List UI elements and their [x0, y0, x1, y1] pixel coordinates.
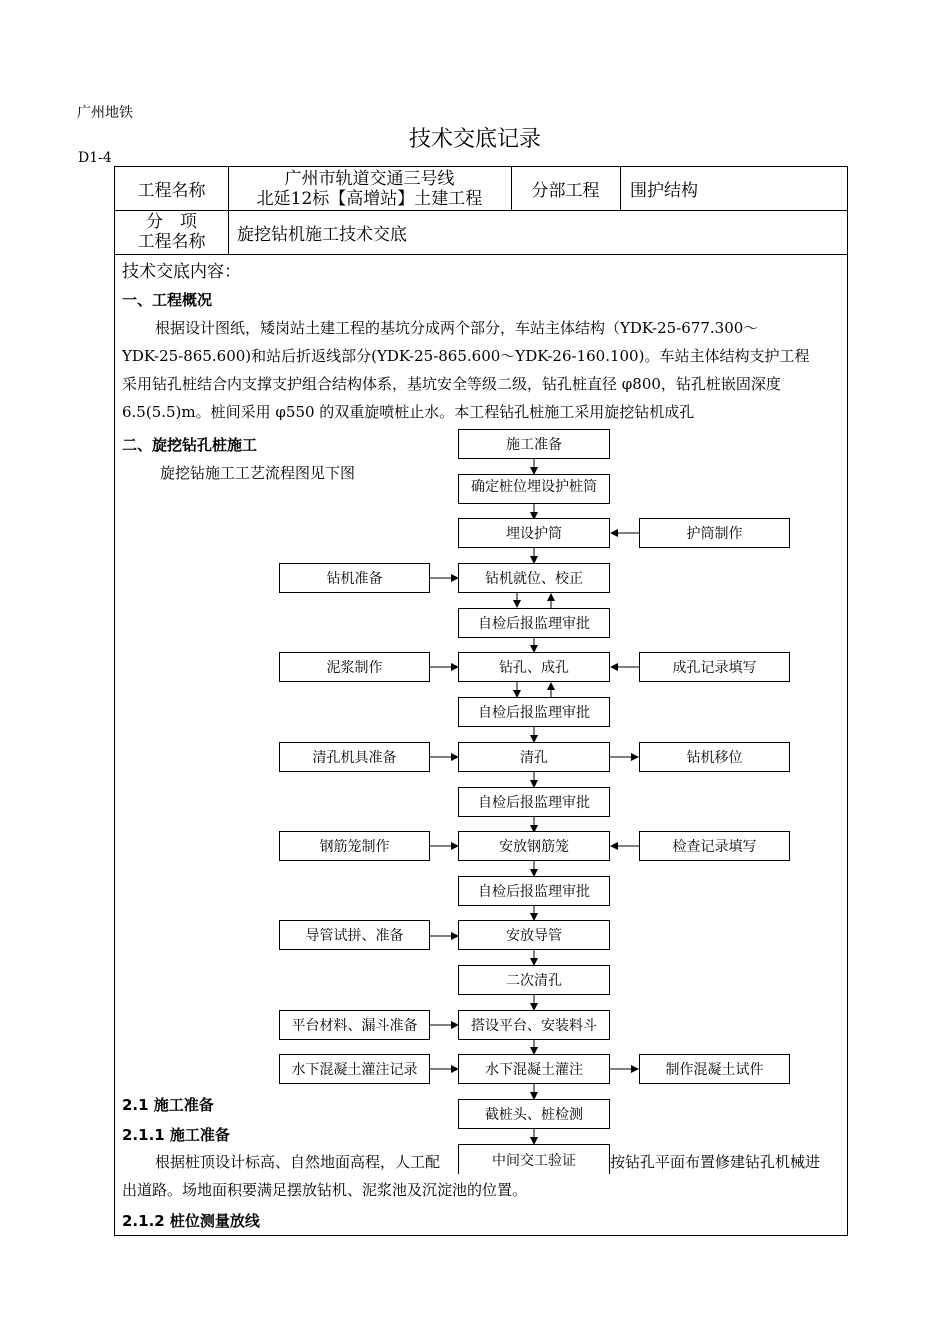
- flow-left-clean-tools: 清孔机具准备: [279, 742, 430, 772]
- flow-step-platform-hopper: 搭设平台、安装料斗: [458, 1010, 610, 1040]
- flow-right-check-record: 检查记录填写: [639, 831, 790, 861]
- flow-left-rig-prep: 钻机准备: [279, 563, 430, 593]
- flow-step-drilling: 钻孔、成孔: [458, 652, 610, 682]
- subitem-label: [115, 210, 228, 254]
- flow-step-place-tremie: 安放导管: [458, 920, 610, 950]
- flow-step-rig-position: 钻机就位、校正: [458, 563, 610, 593]
- overview-line-3: 采用钻孔桩结合内支撑支护组合结构体系，基坑安全等级二级，钻孔桩直径 φ800，钻孔桩嵌固深度: [122, 375, 781, 393]
- flow-step-underwater-pour: 水下混凝土灌注: [458, 1054, 610, 1084]
- flow-right-rig-move: 钻机移位: [639, 742, 790, 772]
- division-value: 围护结构: [630, 181, 698, 201]
- form-code: D1-4: [78, 150, 112, 166]
- flow-step-bury-casing: 埋设护筒: [458, 518, 610, 548]
- section-1-title: 一、工程概况: [122, 291, 213, 309]
- flow-step-inspection: 自检后报监理审批: [458, 697, 610, 727]
- flow-step-place-cage: 安放钢筋笼: [458, 831, 610, 861]
- flow-left-tremie-prep: 导管试拼、准备: [279, 920, 430, 950]
- section-2-title: 二、旋挖钻孔桩施工: [122, 436, 258, 454]
- overview-line-1: 根据设计图纸，矮岗站土建工程的基坑分成两个部分，车站主体结构（YDK-25-677.300～: [155, 319, 759, 337]
- flow-left-pour-record: 水下混凝土灌注记录: [279, 1054, 430, 1084]
- flow-right-hole-record: 成孔记录填写: [639, 652, 790, 682]
- flow-left-slurry: 泥浆制作: [279, 652, 430, 682]
- overview-line-4: 6.5(5.5)m。桩间采用 φ550 的双重旋喷桩止水。本工程钻孔桩施工采用旋挖钻机成孔: [122, 403, 695, 421]
- flowchart-note: 旋挖钻施工工艺流程图见下图: [160, 464, 356, 482]
- flow-step-inspection: 自检后报监理审批: [458, 787, 610, 817]
- prep-line-2: 出道路。场地面积要满足摆放钻机、泥浆池及沉淀池的位置。: [122, 1181, 528, 1199]
- flow-left-cage-make: 钢筋笼制作: [279, 831, 430, 861]
- flow-step-locate-pile: 确定桩位埋设护桩筒: [458, 474, 610, 504]
- flow-right-concrete-sample: 制作混凝土试件: [639, 1054, 790, 1084]
- flow-step-inspection: 自检后报监理审批: [458, 876, 610, 906]
- flow-step-second-clean: 二次清孔: [458, 965, 610, 995]
- overview-line-2: YDK-25-865.600)和站后折返线部分(YDK-25-865.600～YDK-26-160.100)。车站主体结构支护工程: [122, 347, 810, 365]
- subitem-label-line1: 分 项: [146, 212, 197, 232]
- project-name-line1: 广州市轨道交通三号线: [284, 168, 455, 189]
- prep-line-1-right: 按钻孔平面布置修建钻孔机械进: [610, 1153, 821, 1171]
- flow-step-pile-head-test: 截桩头、桩检测: [458, 1099, 610, 1129]
- subitem-value: 旋挖钻机施工技术交底: [237, 224, 407, 245]
- flow-step-clean-hole: 清孔: [458, 742, 610, 772]
- project-name-line2: 北延12标【高增站】土建工程: [256, 188, 483, 209]
- content-intro: 技术交底内容：: [122, 262, 241, 282]
- flow-step-prepare: 施工准备: [458, 429, 610, 459]
- subitem-label-line2: 工程名称: [137, 232, 206, 252]
- flow-right-casing-make: 护筒制作: [639, 518, 790, 548]
- project-name-label: 工程名称: [137, 181, 206, 201]
- flow-step-inspection: 自检后报监理审批: [458, 608, 610, 638]
- organization-name: 广州地铁: [77, 105, 133, 121]
- section-2-1-1-title: 2.1.1 施工准备: [122, 1126, 230, 1144]
- flow-step-acceptance: 中间交工验证: [458, 1144, 610, 1174]
- section-2-1-2-title: 2.1.2 桩位测量放线: [122, 1212, 260, 1230]
- column-divider: [620, 167, 621, 210]
- section-2-1-title: 2.1 施工准备: [122, 1096, 214, 1114]
- division-label: 分部工程: [531, 181, 600, 201]
- page-title: 技术交底记录: [408, 127, 541, 152]
- project-name-value: [228, 167, 511, 210]
- flow-left-platform-prep: 平台材料、漏斗准备: [279, 1010, 430, 1040]
- row-divider: [115, 254, 847, 255]
- prep-line-1-left: 根据桩顶设计标高、自然地面高程，人工配: [155, 1153, 441, 1171]
